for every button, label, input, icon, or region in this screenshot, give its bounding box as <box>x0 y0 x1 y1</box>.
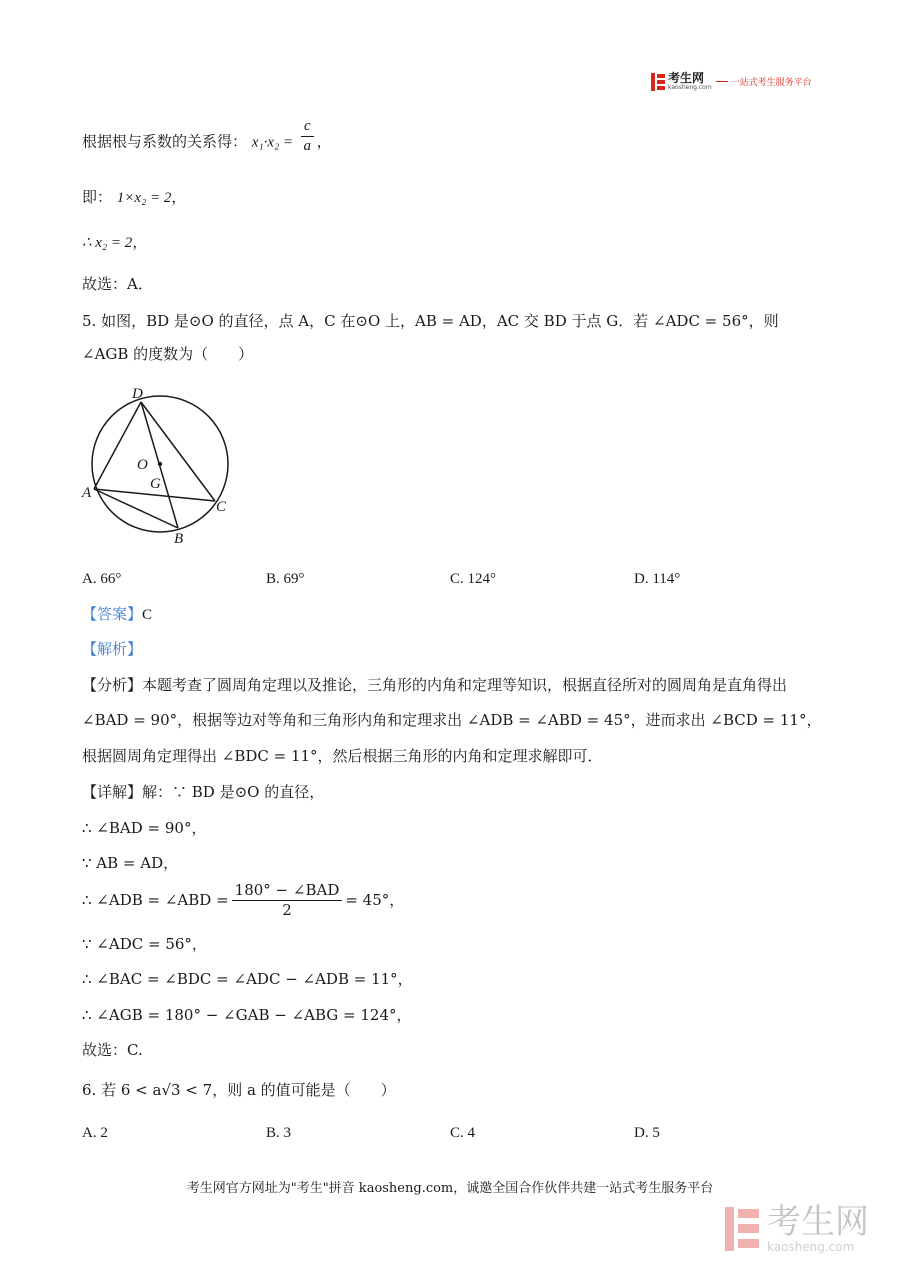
detail-line-1: 【详解】解：∵ BD 是⊙O 的直径， <box>82 783 325 801</box>
q5-circle-figure <box>80 380 240 550</box>
analysis-tag: 【解析】 <box>82 640 143 658</box>
segment-ab <box>94 489 178 528</box>
detail-fraction: $\frac{\text{180° − ∠BAD}}{2}$ <box>232 883 343 918</box>
label-d: D <box>132 386 143 402</box>
q5-option-a: A. 66° <box>82 571 122 587</box>
q5-option-c: C. 124° <box>450 571 497 587</box>
center-point-o <box>158 462 162 466</box>
analysis-paragraph-1: 【分析】本题考查了圆周角定理以及推论，三角形的内角和定理等知识，根据直径所对的圆周角是直角得出 <box>82 676 788 694</box>
header-logo <box>651 72 812 91</box>
label-a: A <box>82 485 92 501</box>
answer-value: C <box>142 607 153 623</box>
detail-line-2: ∴ ∠BAD = 90°， <box>82 819 207 837</box>
detail-line-6: ∴ ∠BAC = ∠BDC = ∠ADC − ∠ADB = 11°， <box>82 970 413 988</box>
q5-option-d: D. 114° <box>634 571 681 587</box>
detail-line-7: ∴ ∠AGB = 180° − ∠GAB − ∠ABG = 124°， <box>82 1006 412 1024</box>
segment-da <box>94 402 141 489</box>
q5-answer-line <box>82 607 152 623</box>
label-c: C <box>216 499 227 515</box>
detail-line-3: ∵ AB = AD， <box>82 854 179 872</box>
detail-line-8: 故选：C. <box>82 1041 143 1059</box>
q6-option-b: B. 3 <box>266 1125 292 1141</box>
label-b: B <box>174 531 184 547</box>
q5-stem-line-1: 5. 如图，BD 是⊙O 的直径，点 A，C 在⊙O 上，AB = AD，AC 交 BD 于点 G．若 ∠ADC = 56°，则 <box>82 312 779 330</box>
detail-line-5: ∵ ∠ADC = 56°， <box>82 935 207 953</box>
label-g: G <box>150 476 161 492</box>
prev-line-4: 故选：A． <box>82 275 153 293</box>
footer-watermark <box>725 1204 869 1254</box>
header-brand-domain: kaosheng.com <box>668 84 712 91</box>
q6-option-a: A. 2 <box>82 1125 108 1141</box>
watermark-logo-icon <box>725 1207 759 1251</box>
prev-line-3: ∴ x₂ = 2， <box>82 233 148 251</box>
watermark-domain: kaosheng.com <box>767 1240 855 1254</box>
q5-stem-line-2: ∠AGB 的度数为（ ） <box>82 345 254 363</box>
header-brand-name: 考生网 <box>668 71 705 85</box>
header-divider <box>716 81 728 82</box>
label-o: O <box>137 457 148 473</box>
detail-line-4: ∴ ∠ADB = ∠ABD = $\frac{\text{180° − ∠BAD}}{2}$ = 45°， <box>82 881 405 919</box>
q6-option-c: C. 4 <box>450 1125 476 1141</box>
analysis-paragraph-3: 根据圆周角定理得出 ∠BDC = 11°，然后根据三角形的内角和定理求解即可． <box>82 747 603 765</box>
analysis-paragraph-2: ∠BAD = 90°，根据等边对等角和三角形内角和定理求出 ∠ADB = ∠ABD = 45°，进而求出 ∠BCD = 11°， <box>82 711 822 729</box>
footer-text: 考生网官方网址为"考生"拼音 kaosheng.com，诚邀全国合作伙伴共建一站式考生服务平台 <box>186 1181 714 1196</box>
watermark-brand: 考生网 <box>767 1202 869 1242</box>
prev-fraction: $\frac{c}{a}$ <box>301 119 314 154</box>
prev-line-1: 根据根与系数的关系得： x₁·x₂ = $\frac{c}{a}$ ， <box>82 118 332 154</box>
q6-option-d: D. 5 <box>634 1125 660 1141</box>
q5-option-b: B. 69° <box>266 571 305 587</box>
answer-tag: 【答案】 <box>82 605 143 623</box>
q6-stem: 6. 若 6 < a√3 < 7，则 a 的值可能是（ ） <box>82 1081 396 1099</box>
header-slogan: 一站式考生服务平台 <box>730 78 812 88</box>
kaosheng-logo-icon <box>651 73 665 91</box>
prev-line-2: 即： 1×x₂ = 2， <box>82 188 187 206</box>
